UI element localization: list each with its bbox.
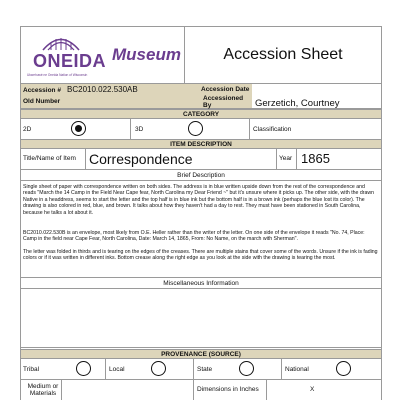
- title-name-value[interactable]: Correspondence: [89, 151, 193, 167]
- logo-tagline: Ukwehuwé ne Oneida Nation of Wisconsin: [27, 73, 88, 77]
- sheet-header: [21, 27, 381, 83]
- oneida-logo: [21, 27, 109, 83]
- category-row: [21, 119, 381, 139]
- provenance-national-radio[interactable]: [336, 361, 351, 376]
- accession-date-label-text: Accession Date: [201, 86, 250, 93]
- year-label: Year: [279, 155, 293, 162]
- provenance-local-label: Local: [109, 366, 125, 373]
- accession-number-value[interactable]: BC2010.022.530AB: [67, 85, 138, 94]
- accession-number-label: Accession #: [23, 87, 61, 94]
- brief-description-label: Brief Description: [21, 170, 381, 181]
- page-title: Accession Sheet: [223, 46, 343, 63]
- category-2d-label: 2D: [23, 126, 32, 133]
- classification-label: Classification: [253, 126, 292, 133]
- medium-materials-label: Medium or Materials: [27, 383, 59, 397]
- medium-row: [21, 380, 381, 400]
- logo-wordmark: ONEIDA: [33, 51, 107, 71]
- old-number-label: Old Number: [23, 98, 61, 105]
- provenance-row: [21, 359, 381, 379]
- category-2d-radio[interactable]: [71, 121, 86, 136]
- accession-sheet: [20, 26, 382, 400]
- year-value[interactable]: 1865: [301, 151, 330, 166]
- provenance-tribal-label: Tribal: [23, 366, 40, 373]
- provenance-heading: PROVENANCE (SOURCE): [21, 349, 381, 359]
- dimensions-x: X: [310, 386, 315, 393]
- provenance-tribal-radio[interactable]: [76, 361, 91, 376]
- provenance-national-label: National: [285, 366, 309, 373]
- description-paragraph-3: The letter was folded in thirds and is tearing on the edges of the creases. There are multiple stains that cover some of the words. Unsure if the ink is fading colors or if it was written in different inks. Bottom crease along the right edge as you look at the side with the drawing is tearing the most.: [23, 249, 378, 262]
- category-heading: CATEGORY: [21, 109, 381, 119]
- description-paragraph-1: Single sheet of paper with correspondence written on both sides. The address is in blue written upside down from the rest of the correspondence and reads "March the 14 Camp in the Field Near Cape fear, North Carolina my Dear Friend ~" but it's unsure where it picks up. The other side, with the drawn Native in a headdress, seems to start the letter and the top half is in blue ink but the bottom half is in a brown ink (perhaps the blue lost its color). The drawing is also colored in red, blue, and brown. It talks about how they haven't had a day to rest. They must have been stationed in South Carolina, because he talks a lot about it.: [23, 184, 375, 216]
- museum-label: Museum: [109, 27, 185, 83]
- title-name-label: Title/Name of Item: [23, 155, 76, 162]
- logo-arch-icon: [41, 33, 81, 51]
- category-3d-label: 3D: [135, 126, 144, 133]
- provenance-state-radio[interactable]: [239, 361, 254, 376]
- accessioned-by-label: Accessioned By: [203, 95, 244, 109]
- category-3d-radio[interactable]: [188, 121, 203, 136]
- title-row: [21, 149, 381, 169]
- provenance-state-label: State: [197, 366, 213, 373]
- misc-info-label: Miscellaneous Information: [21, 278, 381, 289]
- provenance-local-radio[interactable]: [151, 361, 166, 376]
- description-paragraph-2: BC2010.022.530B is an envelope, most likely from O.E. Heller rather than the writer of the letter. On one side of the envelope it reads "No. 74, Place: Camp in the field near Cape Fear, North Carolina, Date: March 14, 1865, From: No Name, on the march with Sherman".: [23, 230, 365, 243]
- accessioned-by-value-text[interactable]: Gerzetich, Courtney: [255, 98, 340, 109]
- item-description-heading: ITEM DESCRIPTION: [21, 139, 381, 149]
- dimensions-label: Dimensions in Inches: [197, 386, 259, 393]
